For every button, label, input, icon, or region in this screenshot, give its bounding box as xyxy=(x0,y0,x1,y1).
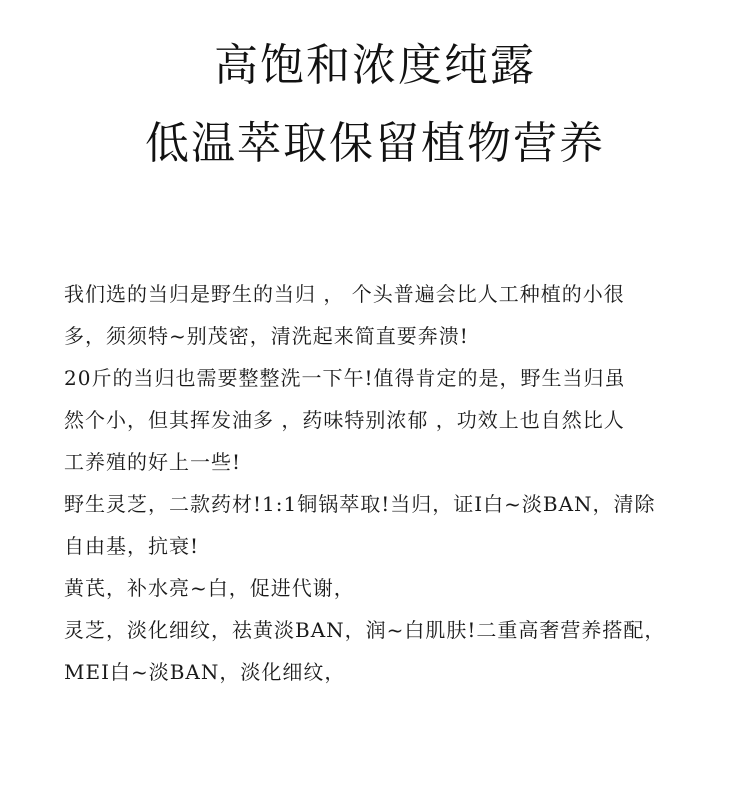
article-line: 我们选的当归是野生的当归 ， 个头普遍会比人工种植的小很 xyxy=(64,282,625,306)
article-line: 黄芪，补水亮~白，促进代谢， xyxy=(64,576,355,600)
article-line: 自由基，抗衰! xyxy=(64,534,200,558)
article-line: 多，须须特~别茂密，清洗起来简直要奔溃! xyxy=(64,324,469,348)
headline-primary: 高饱和浓度纯露 xyxy=(214,40,536,91)
article-line: 20斤的当归也需要整整洗一下午!值得肯定的是，野生当归虽 xyxy=(64,366,626,390)
article-line: MEI白~淡BAN，淡化细纹， xyxy=(64,660,346,684)
article-body xyxy=(64,273,704,693)
article-line: 野生灵芝，二款药材!1:1铜锅萃取!当归，证I白~淡BAN，清除 xyxy=(64,492,656,516)
article-line: 然个小，但其挥发油多 ，药味特别浓郁 ，功效上也自然比人 xyxy=(64,408,625,432)
article-line: 灵芝，淡化细纹，祛黄淡BAN，润~白肌肤!二重高奢营养搭配， xyxy=(64,618,666,642)
article-line: 工养殖的好上一些! xyxy=(64,450,242,474)
headline-secondary: 低温萃取保留植物营养 xyxy=(145,118,605,169)
